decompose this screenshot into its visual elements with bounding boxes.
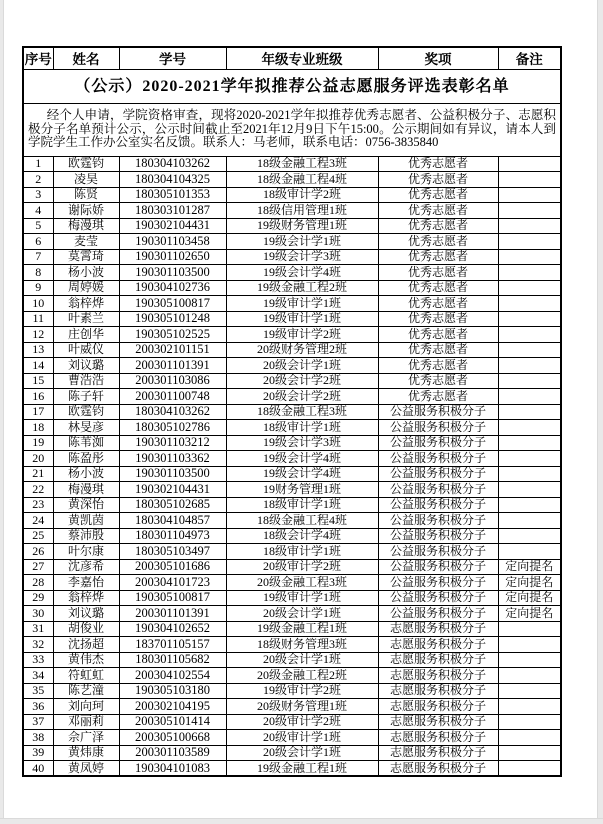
cell-award: 志愿服务积极分子 <box>378 621 498 637</box>
cell-remark <box>498 358 561 374</box>
cell-index: 4 <box>23 203 53 219</box>
cell-class: 20级审计学1班 <box>226 730 378 746</box>
cell-student-id: 180305102685 <box>119 497 226 513</box>
table-body <box>23 156 561 776</box>
cell-award: 公益服务积极分子 <box>378 420 498 436</box>
cell-class: 20级会计学2班 <box>226 389 378 405</box>
cell-student-id: 190302104431 <box>119 218 226 234</box>
cell-class: 18级审计学1班 <box>226 420 378 436</box>
table-row <box>23 404 561 420</box>
cell-remark <box>498 296 561 312</box>
table-row <box>23 187 561 203</box>
cell-award: 公益服务积极分子 <box>378 575 498 591</box>
cell-award: 志愿服务积极分子 <box>378 761 498 777</box>
table-row <box>23 761 561 777</box>
cell-name: 陈贤 <box>53 187 119 203</box>
cell-remark <box>498 327 561 343</box>
cell-award: 公益服务积极分子 <box>378 590 498 606</box>
table-row <box>23 466 561 482</box>
cell-name: 翁梓烨 <box>53 590 119 606</box>
cell-student-id: 190302104431 <box>119 482 226 498</box>
cell-index: 25 <box>23 528 53 544</box>
cell-index: 6 <box>23 234 53 250</box>
notice-cell <box>23 103 561 156</box>
table-row <box>23 420 561 436</box>
cell-student-id: 180305101353 <box>119 187 226 203</box>
cell-class: 18级信用管理1班 <box>226 203 378 219</box>
cell-student-id: 180303101287 <box>119 203 226 219</box>
cell-class: 20级金融工程3班 <box>226 575 378 591</box>
cell-student-id: 200302104195 <box>119 699 226 715</box>
cell-class: 20级金融工程2班 <box>226 668 378 684</box>
cell-class: 19级会计学3班 <box>226 249 378 265</box>
cell-remark <box>498 683 561 699</box>
table-row <box>23 482 561 498</box>
cell-award: 优秀志愿者 <box>378 218 498 234</box>
cell-index: 3 <box>23 187 53 203</box>
cell-student-id: 200301100748 <box>119 389 226 405</box>
table-row <box>23 668 561 684</box>
cell-name: 陈盈彤 <box>53 451 119 467</box>
cell-remark <box>498 404 561 420</box>
cell-name: 黄凤婷 <box>53 761 119 777</box>
cell-award: 优秀志愿者 <box>378 342 498 358</box>
cell-student-id: 200301101391 <box>119 606 226 622</box>
cell-award: 优秀志愿者 <box>378 358 498 374</box>
cell-remark <box>498 621 561 637</box>
cell-remark <box>498 745 561 761</box>
column-header: 学号 <box>119 47 226 69</box>
cell-name: 曹浩浩 <box>53 373 119 389</box>
notice-row <box>23 103 561 156</box>
table-row <box>23 559 561 575</box>
cell-remark <box>498 482 561 498</box>
cell-class: 18级金融工程3班 <box>226 404 378 420</box>
cell-class: 19级会计学4班 <box>226 451 378 467</box>
cell-index: 11 <box>23 311 53 327</box>
award-table <box>22 46 562 777</box>
cell-remark <box>498 218 561 234</box>
cell-remark: 定向提名 <box>498 606 561 622</box>
table-row <box>23 637 561 653</box>
cell-class: 19财务管理1班 <box>226 482 378 498</box>
cell-class: 19级金融工程1班 <box>226 761 378 777</box>
cell-student-id: 190304101083 <box>119 761 226 777</box>
cell-student-id: 200301103589 <box>119 745 226 761</box>
cell-remark <box>498 730 561 746</box>
page-edge-right <box>597 0 603 824</box>
cell-student-id: 200301103086 <box>119 373 226 389</box>
cell-award: 公益服务积极分子 <box>378 482 498 498</box>
cell-name: 刘议璐 <box>53 358 119 374</box>
cell-award: 优秀志愿者 <box>378 187 498 203</box>
title-row <box>23 69 561 103</box>
cell-name: 梅漫琪 <box>53 482 119 498</box>
cell-remark <box>498 544 561 560</box>
cell-name: 叶尔康 <box>53 544 119 560</box>
cell-index: 28 <box>23 575 53 591</box>
cell-index: 1 <box>23 156 53 172</box>
table-row <box>23 435 561 451</box>
header-row <box>23 47 561 69</box>
cell-remark <box>498 187 561 203</box>
cell-student-id: 200305100668 <box>119 730 226 746</box>
cell-name: 凌昊 <box>53 172 119 188</box>
cell-remark <box>498 513 561 529</box>
cell-award: 优秀志愿者 <box>378 373 498 389</box>
cell-award: 公益服务积极分子 <box>378 451 498 467</box>
cell-class: 19级审计学2班 <box>226 327 378 343</box>
cell-name: 陈苇洳 <box>53 435 119 451</box>
table-row <box>23 249 561 265</box>
cell-award: 公益服务积极分子 <box>378 497 498 513</box>
cell-student-id: 180304103262 <box>119 156 226 172</box>
cell-award: 公益服务积极分子 <box>378 559 498 575</box>
cell-award: 优秀志愿者 <box>378 156 498 172</box>
cell-remark <box>498 280 561 296</box>
cell-student-id: 180301105682 <box>119 652 226 668</box>
cell-index: 26 <box>23 544 53 560</box>
cell-name: 周婷媛 <box>53 280 119 296</box>
cell-class: 19级审计学1班 <box>226 590 378 606</box>
table-row <box>23 327 561 343</box>
cell-remark <box>498 466 561 482</box>
cell-award: 优秀志愿者 <box>378 265 498 281</box>
cell-index: 27 <box>23 559 53 575</box>
cell-name: 莫霄琦 <box>53 249 119 265</box>
cell-award: 优秀志愿者 <box>378 234 498 250</box>
table-row <box>23 590 561 606</box>
cell-class: 18级金融工程3班 <box>226 156 378 172</box>
cell-name: 梅漫琪 <box>53 218 119 234</box>
cell-class: 20级财务管理1班 <box>226 699 378 715</box>
table-row <box>23 575 561 591</box>
cell-class: 18级审计学2班 <box>226 187 378 203</box>
cell-remark <box>498 342 561 358</box>
cell-name: 庄创华 <box>53 327 119 343</box>
cell-name: 刘向珂 <box>53 699 119 715</box>
page-edge-bottom <box>0 818 603 824</box>
cell-name: 叶素兰 <box>53 311 119 327</box>
cell-remark <box>498 420 561 436</box>
cell-remark: 定向提名 <box>498 559 561 575</box>
cell-student-id: 190301103362 <box>119 451 226 467</box>
column-header: 奖项 <box>378 47 498 69</box>
cell-name: 叶威仪 <box>53 342 119 358</box>
cell-class: 18级金融工程4班 <box>226 172 378 188</box>
cell-index: 8 <box>23 265 53 281</box>
cell-remark <box>498 637 561 653</box>
table-row <box>23 730 561 746</box>
cell-class: 19级金融工程2班 <box>226 280 378 296</box>
cell-index: 21 <box>23 466 53 482</box>
cell-student-id: 200305101686 <box>119 559 226 575</box>
cell-index: 30 <box>23 606 53 622</box>
table-row <box>23 745 561 761</box>
cell-remark: 定向提名 <box>498 575 561 591</box>
cell-name: 黄深怡 <box>53 497 119 513</box>
cell-class: 19级会计学4班 <box>226 265 378 281</box>
cell-award: 优秀志愿者 <box>378 249 498 265</box>
cell-class: 19级审计学1班 <box>226 311 378 327</box>
cell-student-id: 200304101723 <box>119 575 226 591</box>
cell-award: 公益服务积极分子 <box>378 513 498 529</box>
cell-remark <box>498 714 561 730</box>
cell-class: 20级财务管理2班 <box>226 342 378 358</box>
table-row <box>23 296 561 312</box>
cell-student-id: 200304102554 <box>119 668 226 684</box>
cell-remark <box>498 249 561 265</box>
cell-award: 志愿服务积极分子 <box>378 699 498 715</box>
cell-award: 优秀志愿者 <box>378 327 498 343</box>
table-row <box>23 606 561 622</box>
cell-remark <box>498 528 561 544</box>
cell-index: 15 <box>23 373 53 389</box>
cell-remark <box>498 435 561 451</box>
table-row <box>23 358 561 374</box>
cell-class: 20级审计学2班 <box>226 559 378 575</box>
cell-index: 35 <box>23 683 53 699</box>
cell-index: 16 <box>23 389 53 405</box>
cell-student-id: 190301103500 <box>119 265 226 281</box>
cell-award: 公益服务积极分子 <box>378 544 498 560</box>
cell-student-id: 180301104973 <box>119 528 226 544</box>
cell-class: 18级财务管理3班 <box>226 637 378 653</box>
table-row <box>23 342 561 358</box>
cell-class: 20级会计学1班 <box>226 606 378 622</box>
cell-index: 2 <box>23 172 53 188</box>
table-row <box>23 218 561 234</box>
cell-award: 志愿服务积极分子 <box>378 745 498 761</box>
cell-class: 20级会计学1班 <box>226 358 378 374</box>
table-row <box>23 544 561 560</box>
cell-index: 31 <box>23 621 53 637</box>
cell-student-id: 190304102736 <box>119 280 226 296</box>
cell-name: 翁梓烨 <box>53 296 119 312</box>
cell-name: 欧霆钧 <box>53 404 119 420</box>
table-row <box>23 280 561 296</box>
cell-index: 5 <box>23 218 53 234</box>
notice-text: 经个人申请，学院资格审查，现将2020-2021学年拟推荐优秀志愿者、公益积极分子、志愿积极分子名单预计公示，公示时间截止至2021年12月9日下午15:00。公示期间如有异议，请本人到学院学生工作办公室实名反馈。联系人：马老师，联系电话：0756-3835840 <box>28 108 556 150</box>
cell-class: 19级审计学2班 <box>226 683 378 699</box>
cell-name: 佘广泽 <box>53 730 119 746</box>
table-row <box>23 172 561 188</box>
table-row <box>23 699 561 715</box>
cell-student-id: 190305103180 <box>119 683 226 699</box>
cell-remark <box>498 311 561 327</box>
cell-class: 20级会计学2班 <box>226 373 378 389</box>
cell-index: 9 <box>23 280 53 296</box>
cell-remark <box>498 265 561 281</box>
cell-student-id: 180304103262 <box>119 404 226 420</box>
column-header: 备注 <box>498 47 561 69</box>
cell-student-id: 190304102652 <box>119 621 226 637</box>
column-header: 年级专业班级 <box>226 47 378 69</box>
cell-name: 陈子轩 <box>53 389 119 405</box>
cell-index: 23 <box>23 497 53 513</box>
table-row <box>23 528 561 544</box>
cell-name: 杨小波 <box>53 466 119 482</box>
cell-index: 24 <box>23 513 53 529</box>
table-row <box>23 234 561 250</box>
cell-class: 18级审计学1班 <box>226 497 378 513</box>
cell-name: 沈扬超 <box>53 637 119 653</box>
cell-award: 公益服务积极分子 <box>378 435 498 451</box>
table-row <box>23 621 561 637</box>
cell-student-id: 190301103500 <box>119 466 226 482</box>
table-row <box>23 714 561 730</box>
cell-remark <box>498 652 561 668</box>
cell-index: 18 <box>23 420 53 436</box>
cell-award: 优秀志愿者 <box>378 389 498 405</box>
table-row <box>23 311 561 327</box>
cell-award: 志愿服务积极分子 <box>378 683 498 699</box>
cell-remark <box>498 234 561 250</box>
cell-index: 10 <box>23 296 53 312</box>
cell-remark <box>498 156 561 172</box>
cell-name: 蔡沛殷 <box>53 528 119 544</box>
cell-student-id: 200301101391 <box>119 358 226 374</box>
cell-student-id: 180304104325 <box>119 172 226 188</box>
cell-index: 38 <box>23 730 53 746</box>
cell-remark <box>498 373 561 389</box>
cell-student-id: 190305102525 <box>119 327 226 343</box>
cell-name: 谢际娇 <box>53 203 119 219</box>
cell-award: 志愿服务积极分子 <box>378 714 498 730</box>
cell-award: 志愿服务积极分子 <box>378 730 498 746</box>
cell-index: 22 <box>23 482 53 498</box>
cell-class: 20级会计学1班 <box>226 652 378 668</box>
cell-remark <box>498 203 561 219</box>
cell-index: 40 <box>23 761 53 777</box>
cell-index: 19 <box>23 435 53 451</box>
cell-class: 20级审计学2班 <box>226 714 378 730</box>
cell-remark <box>498 389 561 405</box>
table-row <box>23 513 561 529</box>
cell-remark <box>498 497 561 513</box>
cell-index: 17 <box>23 404 53 420</box>
cell-name: 林旻彦 <box>53 420 119 436</box>
cell-class: 19级会计学4班 <box>226 466 378 482</box>
cell-student-id: 183701105157 <box>119 637 226 653</box>
cell-index: 34 <box>23 668 53 684</box>
cell-index: 14 <box>23 358 53 374</box>
cell-award: 公益服务积极分子 <box>378 466 498 482</box>
cell-award: 志愿服务积极分子 <box>378 652 498 668</box>
cell-index: 36 <box>23 699 53 715</box>
cell-remark: 定向提名 <box>498 590 561 606</box>
cell-remark <box>498 451 561 467</box>
cell-index: 29 <box>23 590 53 606</box>
page-title: （公示）2020-2021学年拟推荐公益志愿服务评选表彰名单 <box>23 69 561 103</box>
cell-index: 12 <box>23 327 53 343</box>
table-row <box>23 373 561 389</box>
cell-index: 33 <box>23 652 53 668</box>
page-edge-left <box>0 0 4 824</box>
table-row <box>23 451 561 467</box>
cell-award: 公益服务积极分子 <box>378 404 498 420</box>
cell-name: 刘议璐 <box>53 606 119 622</box>
column-header: 序号 <box>23 47 53 69</box>
cell-class: 19级会计学3班 <box>226 435 378 451</box>
cell-award: 优秀志愿者 <box>378 280 498 296</box>
cell-class: 18级审计学1班 <box>226 544 378 560</box>
cell-name: 欧霆钧 <box>53 156 119 172</box>
cell-student-id: 180305102786 <box>119 420 226 436</box>
cell-award: 志愿服务积极分子 <box>378 668 498 684</box>
table-row <box>23 652 561 668</box>
cell-name: 陈艺潼 <box>53 683 119 699</box>
cell-index: 13 <box>23 342 53 358</box>
cell-class: 18级会计学4班 <box>226 528 378 544</box>
cell-student-id: 190301103458 <box>119 234 226 250</box>
cell-student-id: 200305101414 <box>119 714 226 730</box>
cell-index: 32 <box>23 637 53 653</box>
cell-remark <box>498 761 561 777</box>
cell-class: 19级金融工程1班 <box>226 621 378 637</box>
cell-name: 麦莹 <box>53 234 119 250</box>
cell-award: 志愿服务积极分子 <box>378 637 498 653</box>
cell-student-id: 190301103212 <box>119 435 226 451</box>
cell-award: 优秀志愿者 <box>378 203 498 219</box>
cell-class: 19级审计学1班 <box>226 296 378 312</box>
cell-index: 37 <box>23 714 53 730</box>
cell-student-id: 200302101151 <box>119 342 226 358</box>
cell-index: 20 <box>23 451 53 467</box>
cell-class: 20级会计学1班 <box>226 745 378 761</box>
cell-name: 沈彦希 <box>53 559 119 575</box>
cell-student-id: 180305103497 <box>119 544 226 560</box>
table-row <box>23 265 561 281</box>
cell-index: 39 <box>23 745 53 761</box>
cell-remark <box>498 668 561 684</box>
table-row <box>23 389 561 405</box>
cell-student-id: 180304104857 <box>119 513 226 529</box>
cell-remark <box>498 172 561 188</box>
cell-student-id: 190305101248 <box>119 311 226 327</box>
cell-remark <box>498 699 561 715</box>
table-row <box>23 497 561 513</box>
cell-name: 符虹虹 <box>53 668 119 684</box>
cell-student-id: 190305100817 <box>119 590 226 606</box>
column-header: 姓名 <box>53 47 119 69</box>
cell-student-id: 190301102650 <box>119 249 226 265</box>
cell-award: 公益服务积极分子 <box>378 606 498 622</box>
cell-student-id: 190305100817 <box>119 296 226 312</box>
cell-name: 黄伟杰 <box>53 652 119 668</box>
cell-index: 7 <box>23 249 53 265</box>
cell-award: 优秀志愿者 <box>378 172 498 188</box>
table-row <box>23 203 561 219</box>
cell-class: 18级金融工程4班 <box>226 513 378 529</box>
cell-award: 优秀志愿者 <box>378 311 498 327</box>
cell-name: 黄凯茵 <box>53 513 119 529</box>
cell-class: 19级会计学1班 <box>226 234 378 250</box>
cell-name: 黄炜康 <box>53 745 119 761</box>
table-row <box>23 683 561 699</box>
cell-name: 杨小波 <box>53 265 119 281</box>
cell-name: 李嘉怡 <box>53 575 119 591</box>
cell-name: 胡俊业 <box>53 621 119 637</box>
cell-award: 优秀志愿者 <box>378 296 498 312</box>
table-row <box>23 156 561 172</box>
cell-award: 公益服务积极分子 <box>378 528 498 544</box>
cell-name: 邓丽莉 <box>53 714 119 730</box>
cell-class: 19级财务管理1班 <box>226 218 378 234</box>
